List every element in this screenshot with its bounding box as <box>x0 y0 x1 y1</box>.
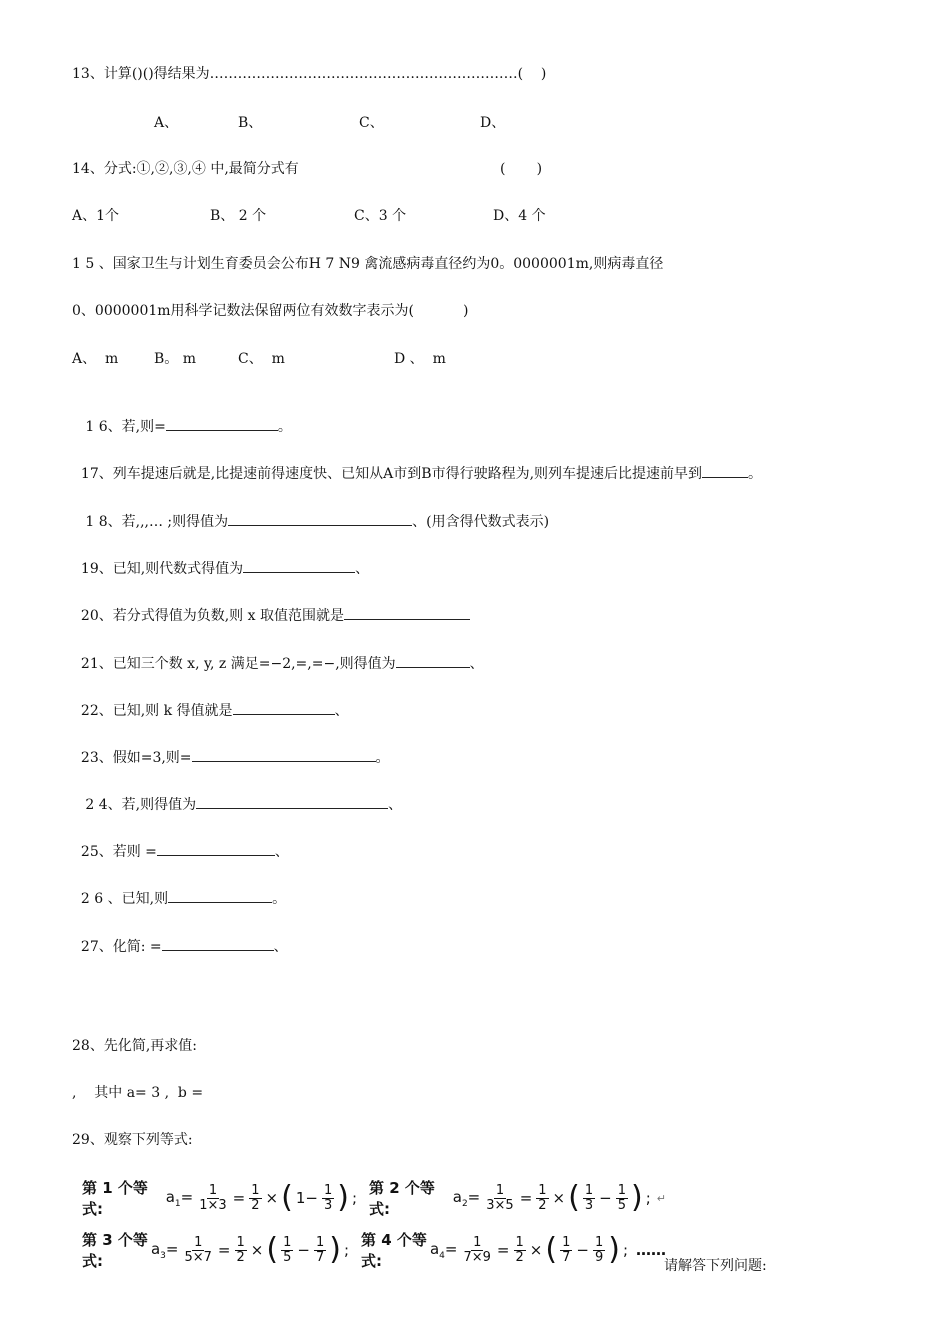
q21-end: 、 <box>469 656 484 672</box>
q22-text: 22、已知,则 k 得值就是 <box>80 703 233 719</box>
q24-end: 、 <box>388 797 403 813</box>
eq3-label: 第 3 个等式: <box>82 1231 148 1270</box>
q21-blank[interactable] <box>396 653 470 668</box>
q22-end: 、 <box>334 703 349 719</box>
question-13: 13、计算()()得结果为…………………………………………………………( ) <box>72 66 547 82</box>
q26-blank[interactable] <box>168 888 272 903</box>
q26-end: 。 <box>272 891 287 907</box>
q13-option-b: B、 <box>238 115 263 131</box>
q15-option-c: C、 m <box>238 351 285 367</box>
return-mark-icon: ↵ <box>656 1191 666 1205</box>
q25-end: 、 <box>274 844 289 860</box>
q23-blank[interactable] <box>192 747 376 762</box>
q17-text: 17、列车提速后就是,比提速前得速度快、已知从A市到B市得行驶路程为,则列车提速后比提速前早到 <box>80 466 703 482</box>
question-14: 14、分式:①,②,③,④ 中,最简分式有 <box>72 161 299 177</box>
question-28-condition: , 其中 a= 3 , b = <box>72 1085 204 1101</box>
q24-blank[interactable] <box>196 794 388 809</box>
question-18 <box>72 491 549 532</box>
question-20 <box>72 585 470 626</box>
q16-text: 1 6、若,则= <box>80 419 166 435</box>
eq1-label: 第 1 个等式: <box>82 1179 148 1218</box>
q18-blank[interactable] <box>228 511 412 526</box>
equations-row-2: 第 3 个等式: $a_3=$ $\frac{1}{5\times 7}$ = $\frac{1}{2}$ × ( $\frac{1}{5}$ − $\frac{1}{7}$ ) ; 第 4 个等式: $a_4=$ $\frac{1}{7\times 9}$ = $\frac{1}{2}$ × ( $\frac{1}{7}$ − $\frac{1}{9}$ ) ; …… <box>82 1231 666 1270</box>
q18-end: 、(用含得代数式表示) <box>412 514 550 530</box>
q20-text: 20、若分式得值为负数,则 x 取值范围就是 <box>80 608 344 624</box>
question-27 <box>72 916 288 957</box>
q17-end: 。 <box>748 466 763 482</box>
q19-end: 、 <box>355 561 370 577</box>
question-15-line-1: 1 5 、国家卫生与计划生育委员会公布H 7 N9 禽流感病毒直径约为0。0000001m,则病毒直径 <box>72 256 664 272</box>
q16-end: 。 <box>277 419 292 435</box>
eq2-label: 第 2 个等式: <box>369 1179 435 1218</box>
q21-text: 21、已知三个数 x, y, z 满足=−2,=,=−,则得值为 <box>80 656 396 672</box>
q14-answer-paren: ( ) <box>500 161 543 177</box>
q13-option-d: D、 <box>480 115 506 131</box>
eq-ellipsis: …… <box>636 1241 666 1259</box>
q19-blank[interactable] <box>243 558 355 573</box>
question-19 <box>72 538 369 579</box>
q19-text: 19、已知,则代数式得值为 <box>80 561 244 577</box>
q27-blank[interactable] <box>162 936 274 951</box>
q16-blank[interactable] <box>166 416 278 431</box>
question-16 <box>72 396 292 437</box>
eq4-label: 第 4 个等式: <box>361 1231 427 1270</box>
question-15-line-2: 0、0000001m用科学记数法保留两位有效数字表示为( ) <box>72 303 469 319</box>
q27-end: 、 <box>273 939 288 955</box>
q20-blank[interactable] <box>344 605 470 620</box>
q27-text: 27、化简: = <box>80 939 162 955</box>
q15-option-d: D 、 m <box>394 351 446 367</box>
q15-option-a: A、 m <box>72 351 119 367</box>
q23-end: 。 <box>375 750 390 766</box>
question-21 <box>72 633 484 674</box>
q25-text: 25、若则 = <box>80 844 157 860</box>
q14-option-a: A、1个 <box>72 208 120 224</box>
q22-blank[interactable] <box>233 700 335 715</box>
q14-option-b: B、 2 个 <box>210 208 267 224</box>
q25-blank[interactable] <box>157 841 275 856</box>
question-25 <box>72 821 289 862</box>
question-17 <box>72 443 762 484</box>
q18-text: 1 8、若,,,… ;则得值为 <box>80 514 229 530</box>
question-23 <box>72 727 390 768</box>
question-29: 29、观察下列等式: <box>72 1132 193 1148</box>
q24-text: 2 4、若,则得值为 <box>80 797 197 813</box>
q13-option-a: A、 <box>154 115 179 131</box>
equations-row-1: 第 1 个等式: $a_1=$ $\frac{1}{1\times 3}$ = $\frac{1}{2}$ × ( 1− $\frac{1}{3}$ ) ; 第 2 个等式: $a_2=$ $\frac{1}{3\times 5}$ = $\frac{1}{2}$ × ( $\frac{1}{3}$ − $\frac{1}{5}$ ) ; ↵ <box>82 1179 666 1218</box>
question-28: 28、先化简,再求值: <box>72 1038 197 1054</box>
question-26 <box>72 868 286 909</box>
q17-blank[interactable] <box>702 463 748 478</box>
equations-image <box>78 1172 666 1280</box>
question-29-prompt: 请解答下列问题: <box>664 1258 767 1274</box>
question-22 <box>72 680 349 721</box>
q26-text: 2 6 、已知,则 <box>80 891 169 907</box>
q14-option-c: C、3 个 <box>354 208 407 224</box>
q15-option-b: B。 m <box>154 351 197 367</box>
q23-text: 23、假如=3,则= <box>80 750 192 766</box>
question-24 <box>72 774 402 815</box>
q13-option-c: C、 <box>359 115 384 131</box>
q14-option-d: D、4 个 <box>493 208 546 224</box>
